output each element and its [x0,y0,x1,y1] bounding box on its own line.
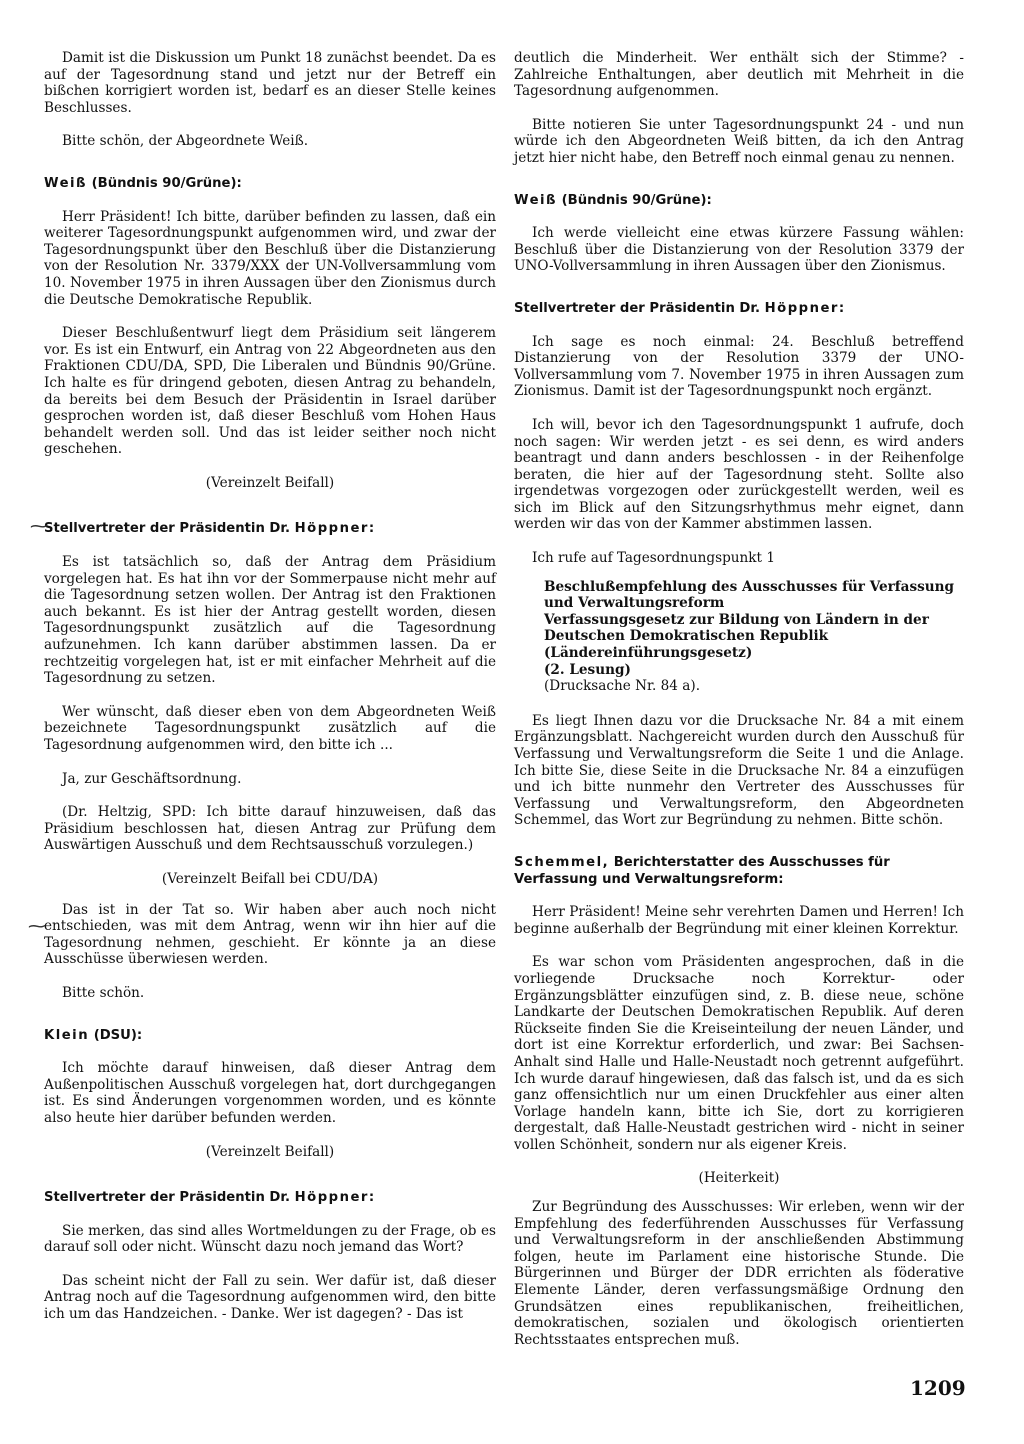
interjection: (Dr. Heltzig, SPD: Ich bitte darauf hinzuweisen, daß das Präsidium beschlossen hat, diesen Antrag zur Prüfung dem Auswärtigen Ausschuß und dem Rechtsausschuß vorzulegen.) [44,804,496,854]
speaker-name: Höppner: [764,300,846,316]
paragraph: Das scheint nicht der Fall zu sein. Wer dafür ist, daß dieser Antrag noch auf die Tagesordnung aufgenommen wird, den bitte ich um das Handzeichen. - Danke. Wer ist dagegen? - Das ist [44,1272,496,1323]
paragraph: Wer wünscht, daß dieser eben von dem Abgeordneten Weiß bezeichnete Tagesordnungspunkt zusätzlich auf die Tagesordnung aufgenommen wird, den bitte ich ... [44,703,496,753]
paragraph: Ich rufe auf Tagesordnungspunkt 1 [532,550,775,567]
paragraph: Ja, zur Geschäftsordnung. [62,770,242,787]
paragraph: Ich möchte darauf hinweisen, daß dieser Antrag dem Außenpolitischen Ausschuß vorgelegen hat, dort durchgegangen ist. Es sind Änderungen vorgenommen worden, und es könnte also heute hier darüber befunden werden. [44,1060,496,1126]
speaker-name: Weiß [514,192,558,208]
speaker-heading [514,193,964,210]
paragraph: Sie merken, das sind alles Wortmeldungen zu der Frage, ob es darauf soll oder nicht. Wünscht dazu noch jemand das Wort? [44,1222,496,1256]
speaker-role: Berichterstatter des Ausschusses für Verfassung und Verwaltungsreform: [514,854,890,887]
paragraph: Bitte notieren Sie unter Tagesordnungspunkt 24 - und nun würde ich den Abgeordneten Weiß bitten, da ich den Antrag jetzt hier nicht habe, den Betreff noch einmal genau zu nennen. [514,116,964,166]
speaker-name: Höppner: [294,521,376,537]
paragraph: Es war schon vom Präsidenten angesprochen, daß in die vorliegende Drucksache noch Korrektur- oder Ergänzungsblätter einzufügen sind, z. B. diese neue, schöne Landkarte der Deutschen Demokratischen Republik. Auf deren Rückseite finden Sie die Kreiseinteilung der neuen Länder, und dort ist eine Korrektur erforderlich, und zwar: Bei Sachsen-Anhalt sind Halle und Halle-Neustadt noch getrennt aufgeführt. Ich wurde darauf hingewiesen, daß das falsch ist, und da es sich ganz offensichtlich nur um einen Druckfehler aus einer alten Vorlage handeln kann, bitte ich Sie, dort zu korrigieren dergestalt, daß Halle-Neustadt gestrichen wird - nicht in seiner vollen Schönheit, sondern nur als eigener Kreis. [514,954,964,1153]
speaker-heading [44,521,496,538]
paragraph: Damit ist die Diskussion um Punkt 18 zunächst beendet. Da es auf der Tagesordnung stand und jetzt nur der Betreff ein bißchen korrigiert worden ist, bedarf es an dieser Stelle keines Beschlusses. [44,50,496,116]
left-column [44,50,496,1340]
speaker-heading [44,1028,496,1045]
paragraph: Zur Begründung des Ausschusses: Wir erleben, wenn wir der Empfehlung des federführenden Ausschusses für Verfassung und Verwaltungsreform in der anschließenden Abstimmung folgen, heute im Parlament eine historische Stunde. Die Bürgerinnen und Bürger der DDR errichten als föderative Elemente Länder, deren verfassungsmäßige Ordnung den Grundsätzen eines republikanischen, freiheitlichen, demokratischen, sozialen und ökologisch orientierten Rechtsstaates entsprechen muß. [514,1199,964,1348]
paragraph: Es ist tatsächlich so, daß der Antrag dem Präsidium vorgelegen hat. Es hat ihn vor der Sommerpause nicht mehr auf die Tagesordnung setzen wollen. Der Antrag ist den Fraktionen auch bekannt. Es ist hier der Antrag gestellt worden, diesen Tagesordnungspunkt zusätzlich auf die Tagesordnung aufzunehmen. Ich kann darüber abstimmen lassen. Da er rechtzeitig vorgelegen hat, ist er mit einfacher Mehrheit auf die Tagesordnung zu setzen. [44,554,496,687]
agenda-title: Verfassungsgesetz zur Bildung von Ländern in der Deutschen Demokratischen Republik (Ländereinführungsgesetz) [544,611,929,662]
paragraph: Das ist in der Tat so. Wir haben aber auch noch nicht entschieden, was mit dem Antrag, wenn wir ihn hier auf die Tagesordnung nehmen, geschieht. Er könnte ja an diese Ausschüsse überwiesen werden. [44,901,496,968]
margin-mark-icon: ⁓ [30,516,48,537]
margin-mark-icon: ⁓ [28,916,46,937]
paragraph: Herr Präsident! Meine sehr verehrten Damen und Herren! Ich beginne außerhalb der Begründung mit einer kleinen Korrektur. [514,904,964,937]
speaker-name: Höppner: [294,1190,376,1206]
paragraph: Herr Präsident! Ich bitte, darüber befinden zu lassen, daß ein weiterer Tagesordnungspunkt aufgenommen wird, und zwar der Tagesordnungspunkt über den Beschluß über die Distanzierung von der Resolution Nr. 3379/XXX der UN-Vollversammlung vom 10. November 1975 in ihren Aussagen über den Zionismus durch die Deutsche Demokratische Republik. [44,208,496,308]
paragraph: Ich sage es noch einmal: 24. Beschluß betreffend Distanzierung von der Resolution 3379 der UNO-Vollversammlung vom 7. November 1975 in ihren Aussagen zum Zionismus. Damit ist der Tagesordnungspunkt noch ergänzt. [514,333,964,400]
agenda-title: Beschlußempfehlung des Ausschusses für Verfassung und Verwaltungsreform [544,578,955,612]
speaker-party: (DSU): [93,1027,143,1043]
speaker-party: (Bündnis 90/Grüne): [91,175,242,191]
speaker-name: Schemmel, [514,854,610,870]
paragraph: deutlich die Minderheit. Wer enthält sich der Stimme? - Zahlreiche Enthaltungen, aber deutlich mit Mehrheit in die Tagesordnung aufgenommen. [514,50,964,100]
applause-note: (Vereinzelt Beifall bei CDU/DA) [161,870,379,887]
applause-note: (Vereinzelt Beifall) [205,1143,335,1160]
paragraph: Es liegt Ihnen dazu vor die Drucksache Nr. 84 a mit einem Ergänzungsblatt. Nachgereicht wurden durch den Ausschuß für Verfassung und Verwaltungsreform die Seite 1 und die Anlage. Ich bitte Sie, diese Seite in die Drucksache Nr. 84 a einzufügen und ich bitte nunmehr den Vertreter des Ausschusses für Verfassung und Verwaltungsreform, den Abgeordneten Schemmel, das Wort zur Begründung zu nehmen. Bitte schön. [514,712,964,829]
agenda-reading: (2. Lesung) [544,661,631,678]
speaker-party: (Bündnis 90/Grüne): [561,192,712,208]
speaker-heading [44,176,496,193]
speaker-heading [514,301,964,318]
speaker-name: Weiß [44,175,88,191]
page-number: 1209 [910,1376,966,1400]
paragraph: Dieser Beschlußentwurf liegt dem Präsidium seit längerem vor. Es ist ein Entwurf, ein Antrag von 22 Abgeordneten aus den Fraktionen CDU/DA, SPD, Die Liberalen und Bündnis 90/Grüne. Ich halte es für dringend geboten, diesen Antrag zu behandeln, da bereits bei dem Besuch der Präsidentin in Israel darüber gesprochen worden ist, daß dieser Beschluß vom Hohen Haus behandelt werden soll. Und das ist leider seither noch nicht geschehen. [44,325,496,458]
applause-note: (Vereinzelt Beifall) [205,474,335,491]
paragraph: Bitte schön. [62,984,145,1001]
right-column [514,50,964,1365]
speaker-role: Stellvertreter der Präsidentin Dr. [514,300,760,316]
speaker-heading [44,1190,496,1207]
speaker-heading [514,855,964,888]
paragraph: Ich will, bevor ich den Tagesordnungspunkt 1 aufrufe, doch noch sagen: Wir werden jetzt - es sei denn, es wird anders beantragt und dann anders beschlossen - in der Reihenfolge beraten, die hier auf der Tagesordnung steht. Sollte also irgendetwas vorgezogen oder zurückgestellt werden, weil es sich im Blick auf den Sitzungsrhythmus mehr eignet, dann werden wir das von der Kammer abstimmen lassen. [514,416,964,533]
agenda-item [544,579,964,695]
speaker-name: Klein [44,1027,90,1043]
speaker-role: Stellvertreter der Präsidentin Dr. [44,1190,290,1206]
laughter-note: (Heiterkeit) [698,1170,780,1187]
paragraph: Bitte schön, der Abgeordnete Weiß. [62,133,309,150]
speaker-role: Stellvertreter der Präsidentin Dr. [44,521,290,537]
paragraph: Ich werde vielleicht eine etwas kürzere Fassung wählen: Beschluß über die Distanzierung von der Resolution 3379 der UNO-Vollversammlung in ihren Aussagen über den Zionismus. [514,225,964,275]
agenda-document: (Drucksache Nr. 84 a). [544,678,701,695]
